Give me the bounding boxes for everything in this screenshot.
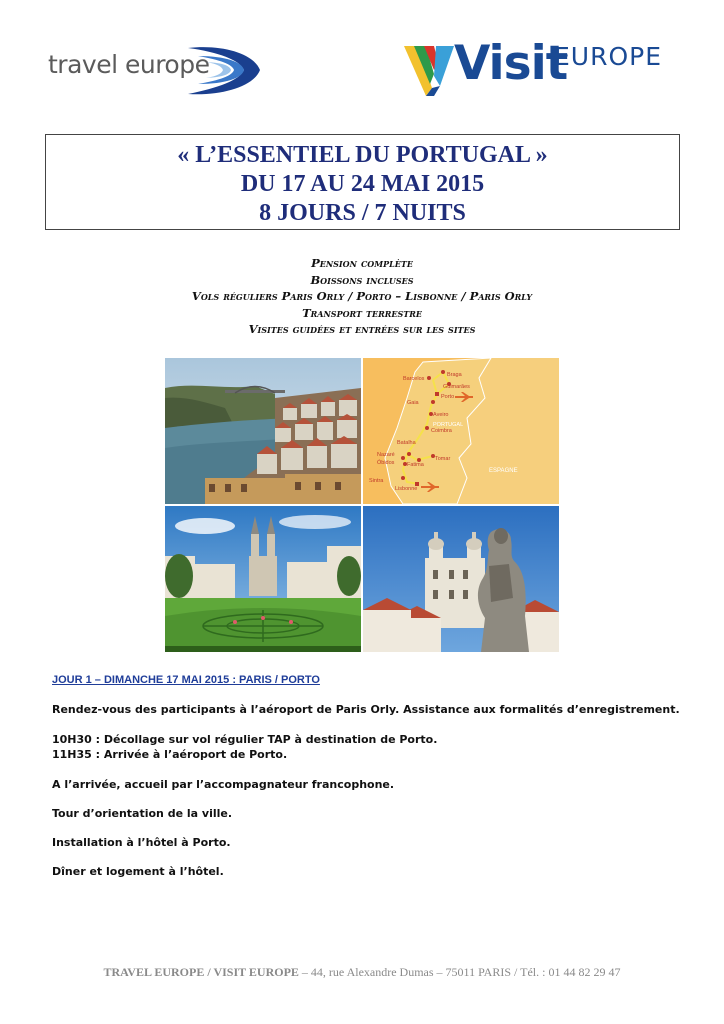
itinerary-line: 10H30 : Décollage sur vol régulier TAP à destination de Porto.	[52, 733, 438, 746]
itinerary-line: Dîner et logement à l’hôtel.	[52, 865, 224, 878]
map-label: Batalha	[397, 440, 416, 446]
map-label: Aveiro	[433, 412, 449, 418]
portugal-map	[363, 358, 559, 504]
footer-address: – 44, rue Alexandre Dumas – 75011 PARIS / Tél. : 01 44 82 29 47	[298, 965, 621, 979]
map-label: Barcelos	[403, 376, 425, 382]
map-country-label: PORTUGAL	[433, 422, 464, 428]
title-line-2: DU 17 AU 24 MAI 2015	[240, 171, 485, 197]
visit-europe-logo	[404, 36, 666, 96]
braga-garden-photo	[165, 506, 361, 652]
map-label: Braga	[447, 372, 462, 378]
map-label: Coimbra	[431, 428, 452, 434]
itinerary-line: Rendez-vous des participants à l’aéroport de Paris Orly. Assistance aux formalités d’enregistrement.	[52, 703, 680, 716]
highlight-item: Visites guidées et entrées sur les sites	[248, 322, 476, 336]
title-box	[45, 134, 680, 230]
visit-europe-v-mark-icon	[404, 40, 456, 96]
map-label: Tomar	[435, 456, 451, 462]
map-label: Sintra	[369, 478, 384, 484]
map-label: Fatima	[407, 462, 424, 468]
highlight-item: Boissons incluses	[310, 272, 414, 287]
map-label: Nazaré	[377, 452, 395, 458]
map-neighbor-label: ESPAGNE	[489, 468, 518, 474]
map-label: Óbidos	[377, 460, 395, 466]
title-line-3: 8 JOURS / 7 NUITS	[259, 200, 466, 226]
photo-grid	[165, 358, 559, 652]
footer	[0, 965, 724, 980]
highlight-item: Vols réguliers Paris Orly / Porto – Lisbonne / Paris Orly	[191, 289, 533, 303]
visit-europe-logo-word: Visit	[454, 36, 568, 91]
highlights-list	[0, 255, 724, 338]
map-label: Porto	[441, 394, 455, 400]
visit-europe-logo-sub: EUROPE	[554, 42, 663, 71]
map-label: Guimarães	[443, 384, 470, 390]
map-label: Gaia	[407, 400, 419, 406]
swoosh-icon	[188, 42, 264, 100]
highlight-item: Pension complète	[311, 256, 413, 270]
travel-europe-logo-text: travel europe	[48, 50, 210, 79]
day-heading: JOUR 1 – DIMANCHE 17 MAI 2015 : PARIS / PORTO	[52, 674, 320, 686]
itinerary-line: 11H35 : Arrivée à l’aéroport de Porto.	[52, 748, 288, 761]
highlight-item: Transport terrestre	[302, 305, 422, 320]
footer-brand: TRAVEL EUROPE / VISIT EUROPE	[103, 965, 299, 979]
title-line-1: « L’ESSENTIEL DU PORTUGAL »	[177, 142, 548, 168]
itinerary-line: Tour d’orientation de la ville.	[52, 807, 233, 820]
porto-river-photo	[165, 358, 361, 504]
itinerary-line: A l’arrivée, accueil par l’accompagnateur francophone.	[52, 778, 395, 791]
travel-europe-logo	[48, 42, 262, 102]
lisbon-statue-photo	[363, 506, 559, 652]
map-label: Lisbonne	[395, 486, 418, 492]
itinerary-line: Installation à l’hôtel à Porto.	[52, 836, 231, 849]
